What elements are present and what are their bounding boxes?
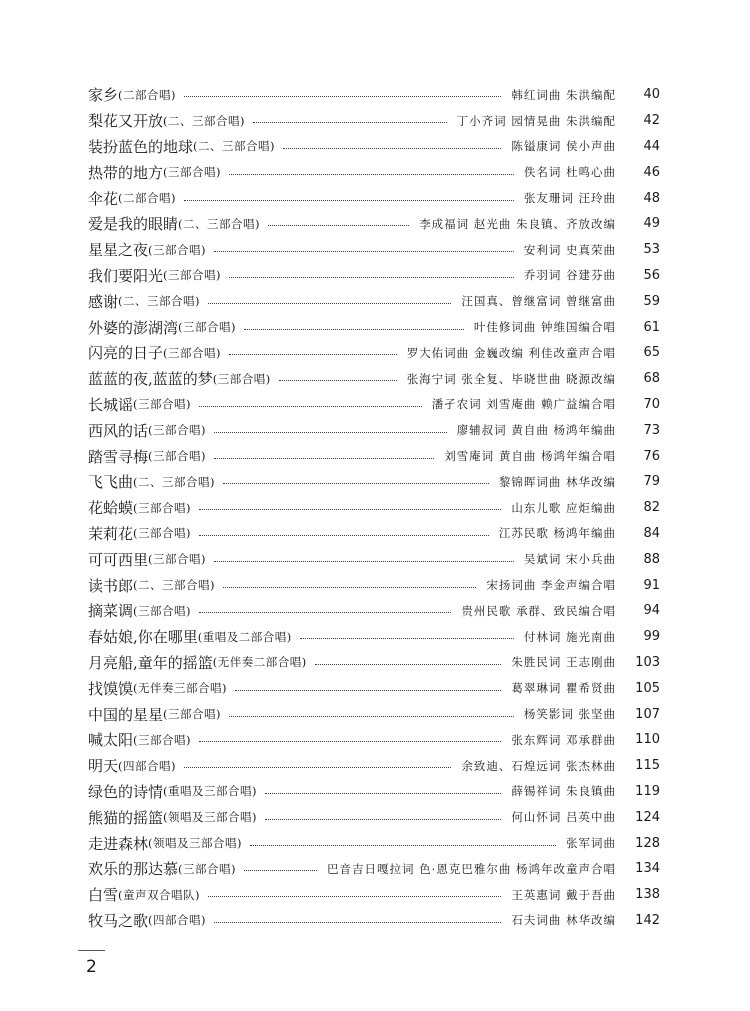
toc-page: 73 xyxy=(643,422,660,438)
toc-page: 46 xyxy=(643,164,660,180)
toc-entry xyxy=(88,159,660,185)
toc-part: (重唱及二部合唱) xyxy=(197,629,292,644)
toc-credit: 朱胜民词 王志刚曲 xyxy=(511,655,616,670)
toc-entry xyxy=(88,417,660,443)
toc-credit: 吴斌词 宋小兵曲 xyxy=(523,552,616,567)
toc-entry xyxy=(88,366,660,392)
toc-leader xyxy=(229,174,514,175)
toc-entry xyxy=(88,211,660,237)
toc-page: 49 xyxy=(643,216,660,232)
toc-credit: 杨笑影词 张坚曲 xyxy=(523,707,616,722)
toc-title: 踏雪寻梅 xyxy=(88,447,149,466)
toc-page: 48 xyxy=(643,190,660,206)
toc-part: (二、三部合唱) xyxy=(178,216,260,231)
toc-credit: 石夫词曲 林华改编 xyxy=(511,913,616,928)
toc-entry xyxy=(88,521,660,547)
toc-entry xyxy=(88,108,660,134)
toc-leader xyxy=(184,96,501,97)
toc-title: 我们要阳光 xyxy=(88,266,164,285)
toc-title: 找馍馍 xyxy=(88,679,134,698)
toc-part: (领唱及三部合唱) xyxy=(148,836,242,850)
toc-credit: 贵州民歌 承群、致民编合唱 xyxy=(461,603,616,618)
toc-part: (三部合唱) xyxy=(148,449,206,464)
toc-credit: 廖辅叔词 黄自曲 杨鸿年编曲 xyxy=(456,423,616,438)
toc-leader xyxy=(235,690,501,691)
toc-credit: 罗大佑词曲 金巍改编 利佳改童声合唱 xyxy=(406,345,616,360)
toc-part: (三部合唱) xyxy=(133,603,191,618)
toc-entry xyxy=(88,701,660,727)
toc-title: 西风的话 xyxy=(88,421,149,440)
toc-page: 138 xyxy=(635,887,660,903)
toc-title: 绿色的诗情 xyxy=(88,782,164,801)
table-of-contents xyxy=(88,82,660,933)
toc-leader xyxy=(199,406,422,407)
toc-title: 飞飞曲 xyxy=(88,473,134,492)
toc-entry xyxy=(88,675,660,701)
toc-part: (三部合唱) xyxy=(148,552,206,567)
toc-entry xyxy=(88,237,660,263)
toc-page: 84 xyxy=(643,525,660,541)
toc-page: 44 xyxy=(643,138,660,154)
toc-part: (二部合唱) xyxy=(118,191,176,206)
toc-entry xyxy=(88,779,660,805)
toc-entry xyxy=(88,185,660,211)
toc-credit: 王英惠词 戴于吾曲 xyxy=(511,887,616,902)
toc-page: 107 xyxy=(635,706,660,722)
toc-credit: 张海宁词 张全复、毕晓世曲 晓源改编 xyxy=(406,371,616,386)
toc-page: 40 xyxy=(643,87,660,103)
toc-entry xyxy=(88,314,660,340)
toc-page: 70 xyxy=(643,396,660,412)
toc-credit: 韩红词曲 朱洪编配 xyxy=(511,87,616,102)
toc-credit: 佚名词 杜鸣心曲 xyxy=(523,165,616,180)
toc-entry xyxy=(88,624,660,650)
toc-title: 月亮船,童年的摇篮 xyxy=(88,653,213,672)
toc-page: 142 xyxy=(635,912,660,928)
toc-page: 82 xyxy=(643,500,660,516)
toc-title: 花蛤蟆 xyxy=(88,499,134,518)
toc-credit: 巴音吉日嘎拉词 色·恩克巴雅尔曲 杨鸿年改童声合唱 xyxy=(327,861,616,876)
toc-part: (三部合唱) xyxy=(133,500,191,515)
toc-leader xyxy=(229,277,514,278)
toc-credit: 陈镒康词 侯小声曲 xyxy=(511,139,616,154)
toc-part: (三部合唱) xyxy=(148,242,206,257)
toc-credit: 安利词 史真荣曲 xyxy=(523,242,616,257)
toc-entry xyxy=(88,572,660,598)
toc-title: 中国的星星 xyxy=(88,705,164,724)
toc-leader xyxy=(199,612,451,613)
toc-credit: 李成福词 赵光曲 朱良镇、齐放改编 xyxy=(419,216,616,231)
toc-part: (三部合唱) xyxy=(163,345,221,360)
toc-page: 128 xyxy=(635,835,660,851)
toc-page: 88 xyxy=(643,551,660,567)
toc-credit: 宋扬词曲 李金声编合唱 xyxy=(486,578,616,593)
toc-credit: 薛锡祥词 朱良镇曲 xyxy=(511,784,616,799)
toc-part: (三部合唱) xyxy=(212,371,271,386)
toc-part: (三部合唱) xyxy=(163,707,221,722)
toc-leader xyxy=(315,664,502,665)
toc-title: 爱是我的眼睛 xyxy=(88,215,179,234)
toc-credit: 潘孑农词 刘雪庵曲 赖广益编合唱 xyxy=(431,397,616,412)
toc-entry xyxy=(88,727,660,753)
toc-leader xyxy=(250,845,556,846)
toc-page: 42 xyxy=(643,113,660,129)
toc-leader xyxy=(253,122,447,123)
toc-title: 走进森林 xyxy=(88,834,149,853)
toc-leader xyxy=(268,225,409,226)
toc-entry xyxy=(88,340,660,366)
toc-part: (二、三部合唱) xyxy=(133,474,215,489)
toc-credit: 付林词 施光南曲 xyxy=(523,629,616,644)
toc-leader xyxy=(265,793,501,794)
toc-entry xyxy=(88,856,660,882)
toc-credit: 张友珊词 汪玲曲 xyxy=(523,191,616,206)
toc-page: 91 xyxy=(643,577,660,593)
toc-title: 春姑娘,你在哪里 xyxy=(88,628,198,647)
toc-entry xyxy=(88,908,660,934)
toc-leader xyxy=(229,716,514,717)
toc-part: (无伴奏二部合唱) xyxy=(212,655,307,670)
toc-title: 牧马之歌 xyxy=(88,911,149,930)
toc-title: 摘菜调 xyxy=(88,602,134,621)
toc-part: (二、三部合唱) xyxy=(133,578,215,593)
toc-credit: 山东儿歌 应炬编曲 xyxy=(511,500,616,515)
toc-title: 装扮蓝色的地球 xyxy=(88,137,194,156)
toc-entry xyxy=(88,263,660,289)
toc-leader xyxy=(223,587,476,588)
toc-entry xyxy=(88,82,660,108)
toc-page: 68 xyxy=(643,371,660,387)
toc-leader xyxy=(214,922,501,923)
toc-leader xyxy=(199,535,489,536)
toc-leader xyxy=(208,896,501,897)
toc-entry xyxy=(88,546,660,572)
toc-credit: 张军词曲 xyxy=(566,836,616,850)
toc-page: 110 xyxy=(635,732,660,748)
toc-credit: 汪国真、曾继富词 曾继富曲 xyxy=(461,294,616,309)
toc-title: 茉莉花 xyxy=(88,524,134,543)
toc-part: (二、三部合唱) xyxy=(118,294,200,309)
toc-page: 79 xyxy=(643,474,660,490)
toc-page: 99 xyxy=(643,629,660,645)
toc-entry xyxy=(88,882,660,908)
page-number: 2 xyxy=(86,957,97,977)
toc-part: (三部合唱) xyxy=(133,526,191,541)
toc-entry xyxy=(88,134,660,160)
toc-page: 65 xyxy=(643,345,660,361)
toc-credit: 江苏民歌 杨鸿年编曲 xyxy=(498,526,616,541)
toc-credit: 刘雪庵词 黄自曲 杨鸿年编合唱 xyxy=(444,449,616,464)
toc-credit: 葛翠琳词 瞿希贤曲 xyxy=(511,681,616,696)
toc-credit: 何山怀词 吕英中曲 xyxy=(511,810,616,825)
toc-part: (二、三部合唱) xyxy=(163,113,245,128)
toc-credit: 黎锦晖词曲 林华改编 xyxy=(498,474,616,489)
toc-leader xyxy=(244,329,464,330)
folio-rule xyxy=(78,950,105,951)
toc-part: (四部合唱) xyxy=(148,913,206,928)
toc-leader xyxy=(229,354,397,355)
toc-entry xyxy=(88,495,660,521)
toc-part: (三部合唱) xyxy=(148,423,206,438)
toc-part: (重唱及三部合唱) xyxy=(163,784,257,799)
toc-leader xyxy=(214,561,514,562)
toc-page: 115 xyxy=(635,758,660,774)
toc-leader xyxy=(184,200,514,201)
toc-leader xyxy=(279,380,397,381)
toc-title: 欢乐的那达慕 xyxy=(88,860,179,879)
toc-page: 119 xyxy=(635,783,660,799)
toc-title: 读书郎 xyxy=(88,576,134,595)
toc-title: 外婆的澎湖湾 xyxy=(88,318,179,337)
toc-page: 134 xyxy=(635,861,660,877)
toc-part: (三部合唱) xyxy=(163,165,221,180)
toc-page: 103 xyxy=(635,654,660,670)
toc-leader xyxy=(199,509,501,510)
toc-entry xyxy=(88,804,660,830)
toc-credit: 张东辉词 邓承群曲 xyxy=(511,732,616,747)
toc-entry xyxy=(88,650,660,676)
toc-title: 伞花 xyxy=(88,189,119,208)
toc-part: (三部合唱) xyxy=(178,320,236,335)
toc-leader xyxy=(184,767,451,768)
toc-part: (三部合唱) xyxy=(178,861,236,876)
toc-credit: 叶佳修词曲 钟维国编合唱 xyxy=(473,320,616,335)
toc-part: (领唱及三部合唱) xyxy=(163,810,257,825)
toc-credit: 乔羽词 谷建芬曲 xyxy=(523,268,616,283)
toc-leader xyxy=(244,870,317,871)
toc-title: 长城谣 xyxy=(88,395,134,414)
toc-part: (无伴奏三部合唱) xyxy=(133,681,227,696)
toc-title: 热带的地方 xyxy=(88,163,164,182)
toc-title: 白雪 xyxy=(88,886,119,905)
toc-title: 熊猫的摇篮 xyxy=(88,808,164,827)
toc-page: 124 xyxy=(635,809,660,825)
toc-part: (四部合唱) xyxy=(118,758,176,773)
toc-title: 梨花又开放 xyxy=(88,112,164,131)
toc-part: (二、三部合唱) xyxy=(193,139,275,154)
toc-entry xyxy=(88,598,660,624)
toc-leader xyxy=(214,251,514,252)
toc-page: 53 xyxy=(643,242,660,258)
toc-title: 明天 xyxy=(88,757,119,776)
toc-leader xyxy=(199,741,501,742)
toc-title: 可可西里 xyxy=(88,550,149,569)
toc-part: (二部合唱) xyxy=(118,87,176,102)
toc-part: (三部合唱) xyxy=(133,397,191,412)
toc-leader xyxy=(208,303,451,304)
toc-page: 105 xyxy=(635,680,660,696)
toc-leader xyxy=(300,638,514,639)
toc-page: 56 xyxy=(643,267,660,283)
toc-entry xyxy=(88,443,660,469)
toc-credit: 余致迪、石煌远词 张杰林曲 xyxy=(461,758,616,773)
toc-part: (三部合唱) xyxy=(163,268,221,283)
toc-leader xyxy=(214,458,434,459)
toc-page: 59 xyxy=(643,293,660,309)
toc-entry xyxy=(88,830,660,856)
toc-page: 94 xyxy=(643,603,660,619)
toc-part: (童声双合唱队) xyxy=(118,887,200,902)
toc-page: 61 xyxy=(643,319,660,335)
toc-title: 蓝蓝的夜,蓝蓝的梦 xyxy=(88,370,213,389)
toc-title: 家乡 xyxy=(88,86,119,105)
toc-title: 闪亮的日子 xyxy=(88,344,164,363)
toc-leader xyxy=(265,819,501,820)
toc-entry xyxy=(88,392,660,418)
toc-entry xyxy=(88,288,660,314)
toc-leader xyxy=(214,432,447,433)
toc-part: (三部合唱) xyxy=(133,732,191,747)
toc-leader xyxy=(223,483,489,484)
toc-page: 76 xyxy=(643,448,660,464)
toc-entry xyxy=(88,753,660,779)
toc-entry xyxy=(88,469,660,495)
toc-title: 喊太阳 xyxy=(88,731,134,750)
toc-title: 星星之夜 xyxy=(88,241,149,260)
toc-title: 感谢 xyxy=(88,292,119,311)
toc-credit: 丁小齐词 园情晃曲 朱洪编配 xyxy=(456,113,616,128)
toc-leader xyxy=(283,148,501,149)
